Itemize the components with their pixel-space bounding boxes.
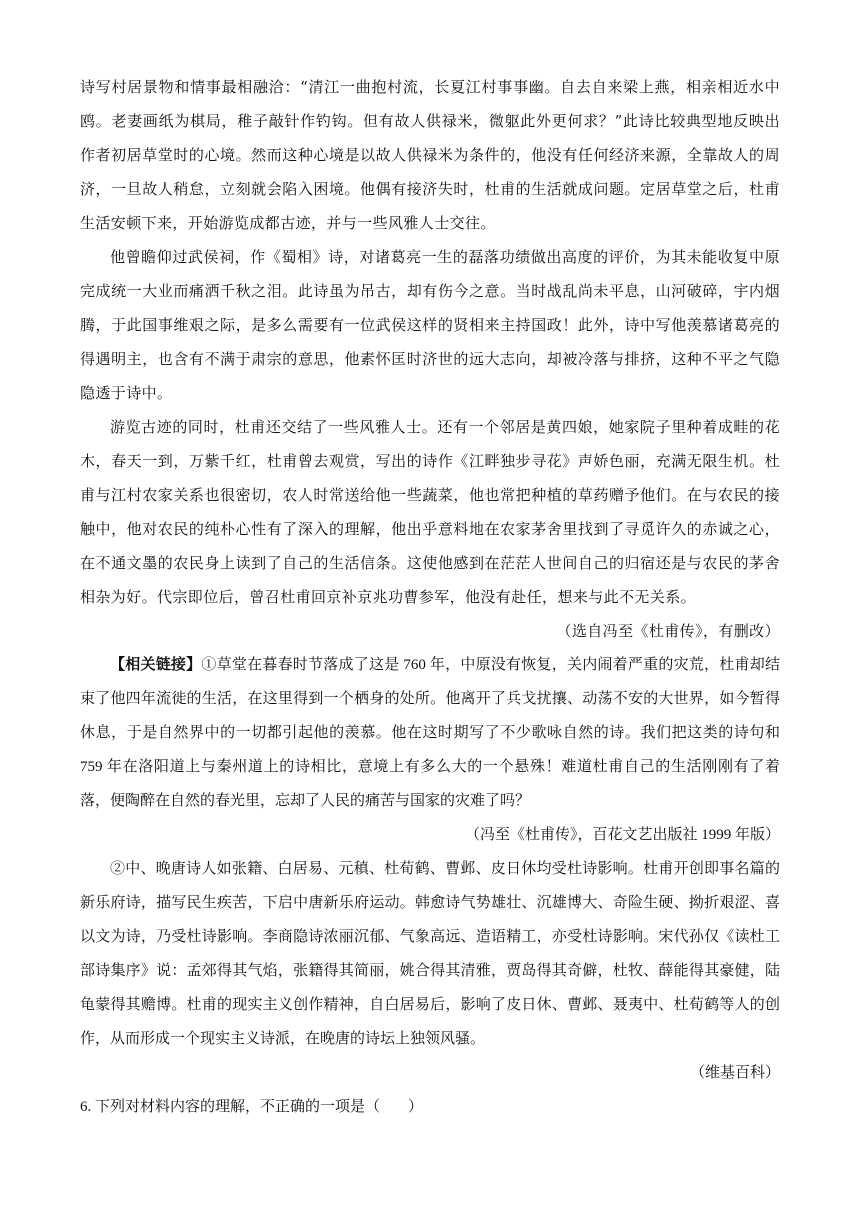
related-link-source-2: （维基百科） xyxy=(689,1065,780,1081)
related-link-text-1: ①草堂在暮春时节落成了这是 760 年，中原没有恢复，关内闹着严重的灾荒，杜甫却结束了他四年流徙的生活，在这里得到一个栖身的处所。他离开了兵戈扰攘、动荡不安的大世界，如今暂得休息，于是自然界中的一切都引起他的羡慕。他在这时期写了不少歌咏自然的诗。我们把这类的诗句和 759 年在洛阳道上与秦州道上的诗相比，意境上有多么大的一个悬殊！难道杜甫自己的生活刚刚有了着落，便陶醉在自然的春光里，忘却了人民的痛苦与国家的灾难了吗？ xyxy=(80,657,780,809)
question-6 xyxy=(80,1090,780,1124)
paragraph-1: 诗写村居景物和情事最相融洽：“清江一曲抱村流，长夏江村事事幽。自去自来梁上燕，相亲相近水中鸥。老妻画纸为棋局，稚子敲针作钓钩。但有故人供禄米，微躯此外更何求？”此诗比较典型地反映出作者初居草堂时的心境。然而这种心境是以故人供禄米为条件的，他没有任何经济来源，全靠故人的周济，一旦故人稍怠，立刻就会陷入困境。他偶有接济失时，杜甫的生活就成问题。定居草堂之后，杜甫生活安顿下来，开始游览成都古迹，并与一些风雅人士交往。 xyxy=(80,78,780,232)
related-link-heading: 【相关链接】 xyxy=(110,657,202,673)
related-link-source-1: （冯至《杜甫传》，百花文艺出版社 1999 年版） xyxy=(464,827,780,843)
question-6-text: 6. 下列对材料内容的理解，不正确的一项是（ xyxy=(80,1099,381,1115)
related-link-item-2: ②中、晚唐诗人如张籍、白居易、元稹、杜荀鹤、曹邺、皮日休均受杜诗影响。杜甫开创即事名篇的新乐府诗，描写民生疾苦，下启中唐新乐府运动。韩愈诗气势雄壮、沉雄博大、奇险生硬、拗折艰涩、喜以文为诗，乃受杜诗影响。李商隐诗浓丽沉郁、气象高远、造语精工，亦受杜诗影响。宋代孙仅《读杜工部诗集序》说：孟郊得其气焰，张籍得其简丽，姚合得其清雅，贾岛得其奇僻，杜牧、薛能得其豪健，陆龟蒙得其赡博。杜甫的现实主义创作精神，自白居易后，影响了皮日休、曹邺、聂夷中、杜荀鹤等人的创作，从而形成一个现实主义诗派，在晚唐的诗坛上独领风骚。 xyxy=(80,861,780,1047)
document-content xyxy=(80,70,780,1124)
related-link-item-1 xyxy=(80,648,780,818)
source-citation: （选自冯至《杜甫传》，有删改） xyxy=(556,622,780,640)
question-6-close: ） xyxy=(408,1099,424,1115)
paragraph-3: 游览古迹的同时，杜甫还交结了一些风雅人士。还有一个邻居是黄四娘，她家院子里种着成畦的花木，春天一到，万紫千红，杜甫曾去观赏，写出的诗作《江畔独步寻花》声娇色丽，充满无限生机。杜甫与江村农家关系也很密切，农人时常送给他一些蔬菜，他也常把种植的草药赠予他们。在与农民的接触中，他对农民的纯朴心性有了深入的理解，他出乎意料地在农家茅舍里找到了寻觅许久的赤诚之心，在不通文墨的农民身上读到了自己的生活信条。这使他感到在茫茫人世间自己的归宿还是与农民的茅舍相杂为好。代宗即位后，曾召杜甫回京补京兆功曹参军，他没有赴任，想来与此不无关系。 xyxy=(80,418,780,606)
paragraph-2: 他曾瞻仰过武侯祠，作《蜀相》诗，对诸葛亮一生的磊落功绩做出高度的评价，为其未能收复中原完成统一大业而痛洒千秋之泪。此诗虽为吊古，却有伤今之意。当时战乱尚未平息，山河破碎，宇内烟腾，于此国事维艰之际，是多么需要有一位武侯这样的贤相来主持国政！此外，诗中写他羡慕诸葛亮的得遇明主，也含有不满于肃宗的意思，他素怀匡时济世的远大志向，却被冷落与排挤，这种不平之气隐隐透于诗中。 xyxy=(80,248,780,402)
